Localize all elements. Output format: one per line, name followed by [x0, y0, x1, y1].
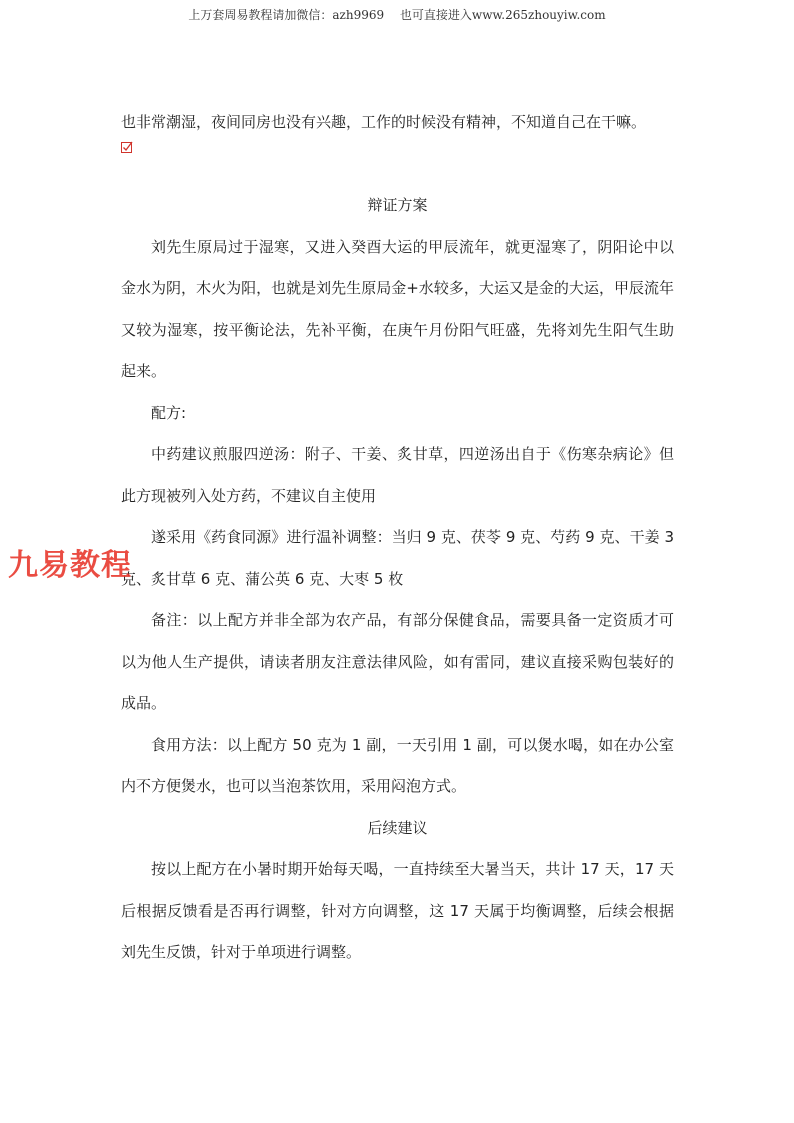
paragraph-remark: 备注：以上配方并非全部为农产品，有部分保健食品，需要具备一定资质才可以为他人生产提供，请读者朋友注意法律风险，如有雷同，建议直接采购包装好的成品。	[121, 611, 674, 712]
section-heading-plan: 辩证方案	[367, 196, 428, 214]
watermark-logo: 九易教程	[8, 548, 132, 583]
paragraph-food-therapy: 遂采用《药食同源》进行温补调整：当归 9 克、茯苓 9 克、芍药 9 克、干姜 3 克、炙甘草 6 克、蒲公英 6 克、大枣 5 枚	[121, 528, 674, 588]
paragraph-usage: 食用方法：以上配方 50 克为 1 副，一天引用 1 副，可以煲水喝，如在办公室内不方便煲水，也可以当泡茶饮用，采用闷泡方式。	[121, 735, 674, 795]
paragraph-herbal: 中药建议煎服四逆汤：附子、干姜、炙甘草，四逆汤出自于《伤寒杂病论》但此方现被列入处方药，不建议自主使用	[121, 445, 674, 505]
spacer	[121, 144, 674, 186]
paragraph-intro: 也非常潮湿，夜间同房也没有兴趣，工作的时候没有精神，不知道自己在干嘛。	[121, 113, 647, 131]
section-heading-followup: 后续建议	[367, 818, 428, 837]
document-body	[121, 102, 674, 974]
header-note: 上万套周易教程请加微信：azh9969 也可直接进入www.265zhouyiw.com	[188, 8, 606, 22]
paragraph-analysis: 刘先生原局过于湿寒，又进入癸酉大运的甲辰流年，就更湿寒了，阴阳论中以金水为阴，木火为阳，也就是刘先生原局金+水较多，大运又是金的大运，甲辰流年又较为湿寒，按平衡论法，先补平衡，在庚午月份阳气旺盛，先将刘先生阳气生助起来。	[121, 237, 674, 380]
paragraph-formula-label: 配方:	[151, 403, 187, 422]
paragraph-followup: 按以上配方在小暑时期开始每天喝，一直持续至大暑当天，共计 17 天，17 天后根据反馈看是否再行调整，针对方向调整，这 17 天属于均衡调整，后续会根据刘先生反馈，针对于单项进行调整。	[121, 860, 674, 961]
